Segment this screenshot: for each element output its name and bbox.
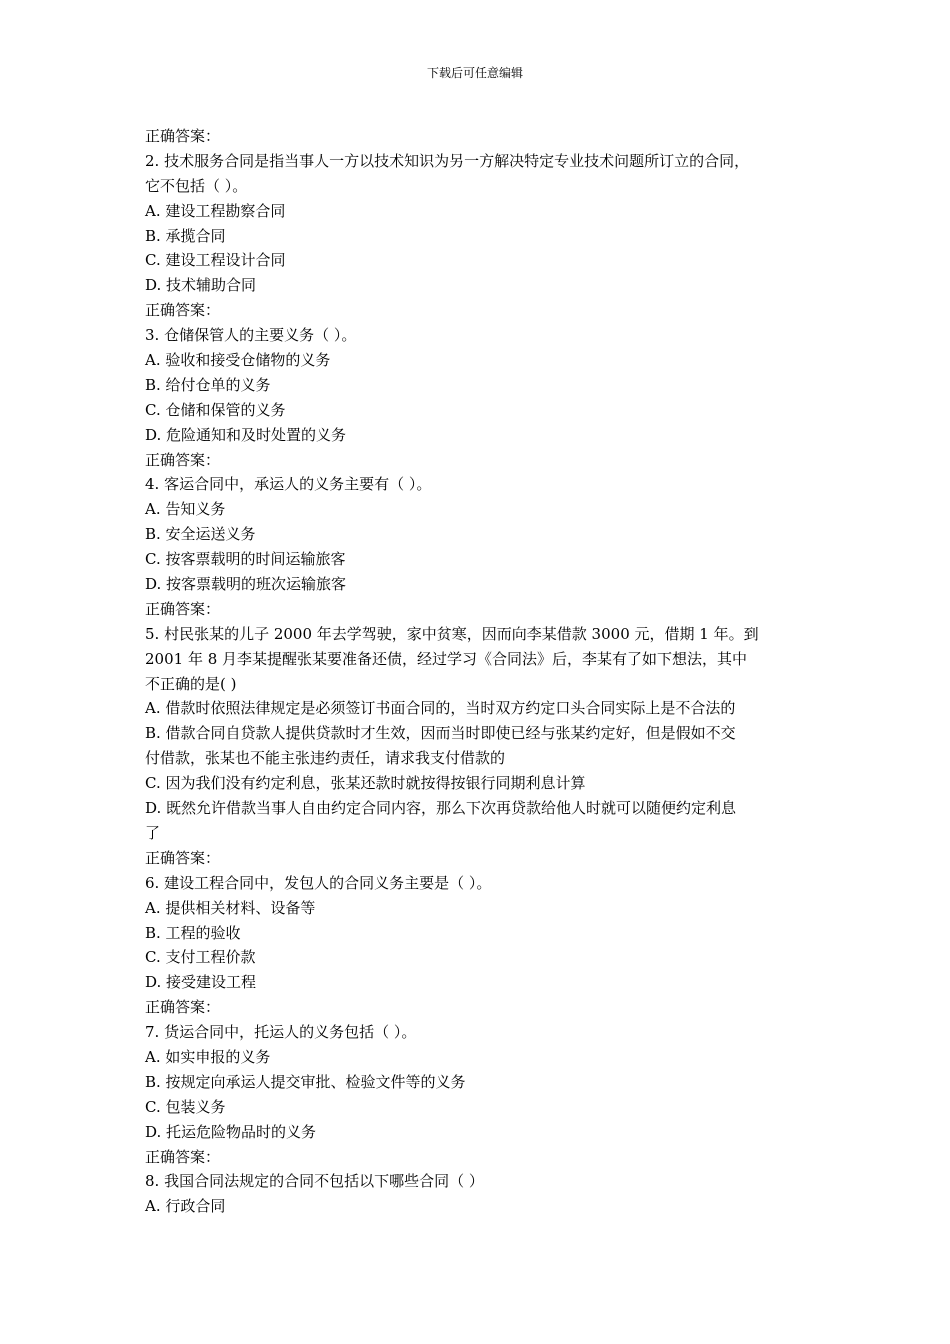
text-line: 了 (145, 823, 161, 842)
text-line: 3. 仓储保管人的主要义务（ ）。 (145, 326, 357, 345)
text-line: 7. 货运合同中，托运人的义务包括（ ）。 (145, 1023, 417, 1042)
text-line: D. 危险通知和及时处置的义务 (145, 425, 347, 444)
text-line: A. 如实申报的义务 (145, 1047, 271, 1066)
document-body (145, 124, 825, 1219)
text-line: 付借款，张某也不能主张违约责任，请求我支付借款的 (145, 749, 506, 768)
text-line: C. 按客票载明的时间运输旅客 (145, 550, 346, 569)
text-line: D. 技术辅助合同 (145, 276, 257, 295)
text-line: A. 告知义务 (145, 500, 226, 519)
text-line: D. 既然允许借款当事人自由约定合同内容，那么下次再贷款给他人时就可以随便约定利息 (145, 799, 737, 818)
text-line: D. 接受建设工程 (145, 973, 257, 992)
text-line: 2001 年 8 月李某提醒张某要准备还债，经过学习《合同法》后，李某有了如下想法，其中 (145, 649, 748, 668)
text-line: 正确答案： (145, 599, 221, 618)
text-line: 2. 技术服务合同是指当事人一方以技术知识为另一方解决特定专业技术问题所订立的合同， (145, 151, 750, 170)
text-line: 正确答案： (145, 998, 221, 1017)
text-line: A. 建设工程勘察合同 (145, 201, 286, 220)
text-line: A. 行政合同 (145, 1197, 226, 1216)
text-line: 8. 我国合同法规定的合同不包括以下哪些合同（ ） (145, 1172, 484, 1191)
text-line: B. 按规定向承运人提交审批、检验文件等的义务 (145, 1072, 466, 1091)
text-line: C. 包装义务 (145, 1097, 226, 1116)
text-line: 4. 客运合同中，承运人的义务主要有（ ）。 (145, 475, 432, 494)
text-line: B. 借款合同自贷款人提供贷款时才生效，因而当时即使已经与张某约定好，但是假如不交 (145, 724, 736, 743)
text-line: 正确答案： (145, 301, 221, 320)
text-line: C. 建设工程设计合同 (145, 251, 286, 270)
text-line: C. 支付工程价款 (145, 948, 256, 967)
text-line: A. 提供相关材料、设备等 (145, 898, 316, 917)
text-line: 6. 建设工程合同中，发包人的合同义务主要是（ ）。 (145, 873, 492, 892)
text-line: 正确答案： (145, 450, 221, 469)
text-line: D. 按客票载明的班次运输旅客 (145, 575, 347, 594)
text-line: 它不包括（ ）。 (145, 176, 248, 195)
text-line: C. 因为我们没有约定利息，张某还款时就按得按银行同期利息计算 (145, 774, 586, 793)
text-line: B. 工程的验收 (145, 923, 241, 942)
text-line: 正确答案： (145, 848, 221, 867)
text-line: 不正确的是( ) (145, 674, 237, 693)
text-line: B. 承揽合同 (145, 226, 226, 245)
text-line: C. 仓储和保管的义务 (145, 400, 286, 419)
text-line: 正确答案： (145, 127, 221, 145)
text-line: B. 安全运送义务 (145, 525, 256, 544)
text-line: 5. 村民张某的儿子 2000 年去学驾驶，家中贫寒，因而向李某借款 3000 元，借期 1 年。到 (145, 624, 759, 643)
text-line: A. 借款时依照法律规定是必须签订书面合同的，当时双方约定口头合同实际上是不合法的 (145, 699, 736, 718)
page-header: 下载后可任意编辑 (426, 66, 523, 80)
text-line: D. 托运危险物品时的义务 (145, 1122, 317, 1141)
text-line: 正确答案： (145, 1147, 221, 1166)
text-line: A. 验收和接受仓储物的义务 (145, 351, 331, 370)
text-line: B. 给付仓单的义务 (145, 375, 271, 394)
